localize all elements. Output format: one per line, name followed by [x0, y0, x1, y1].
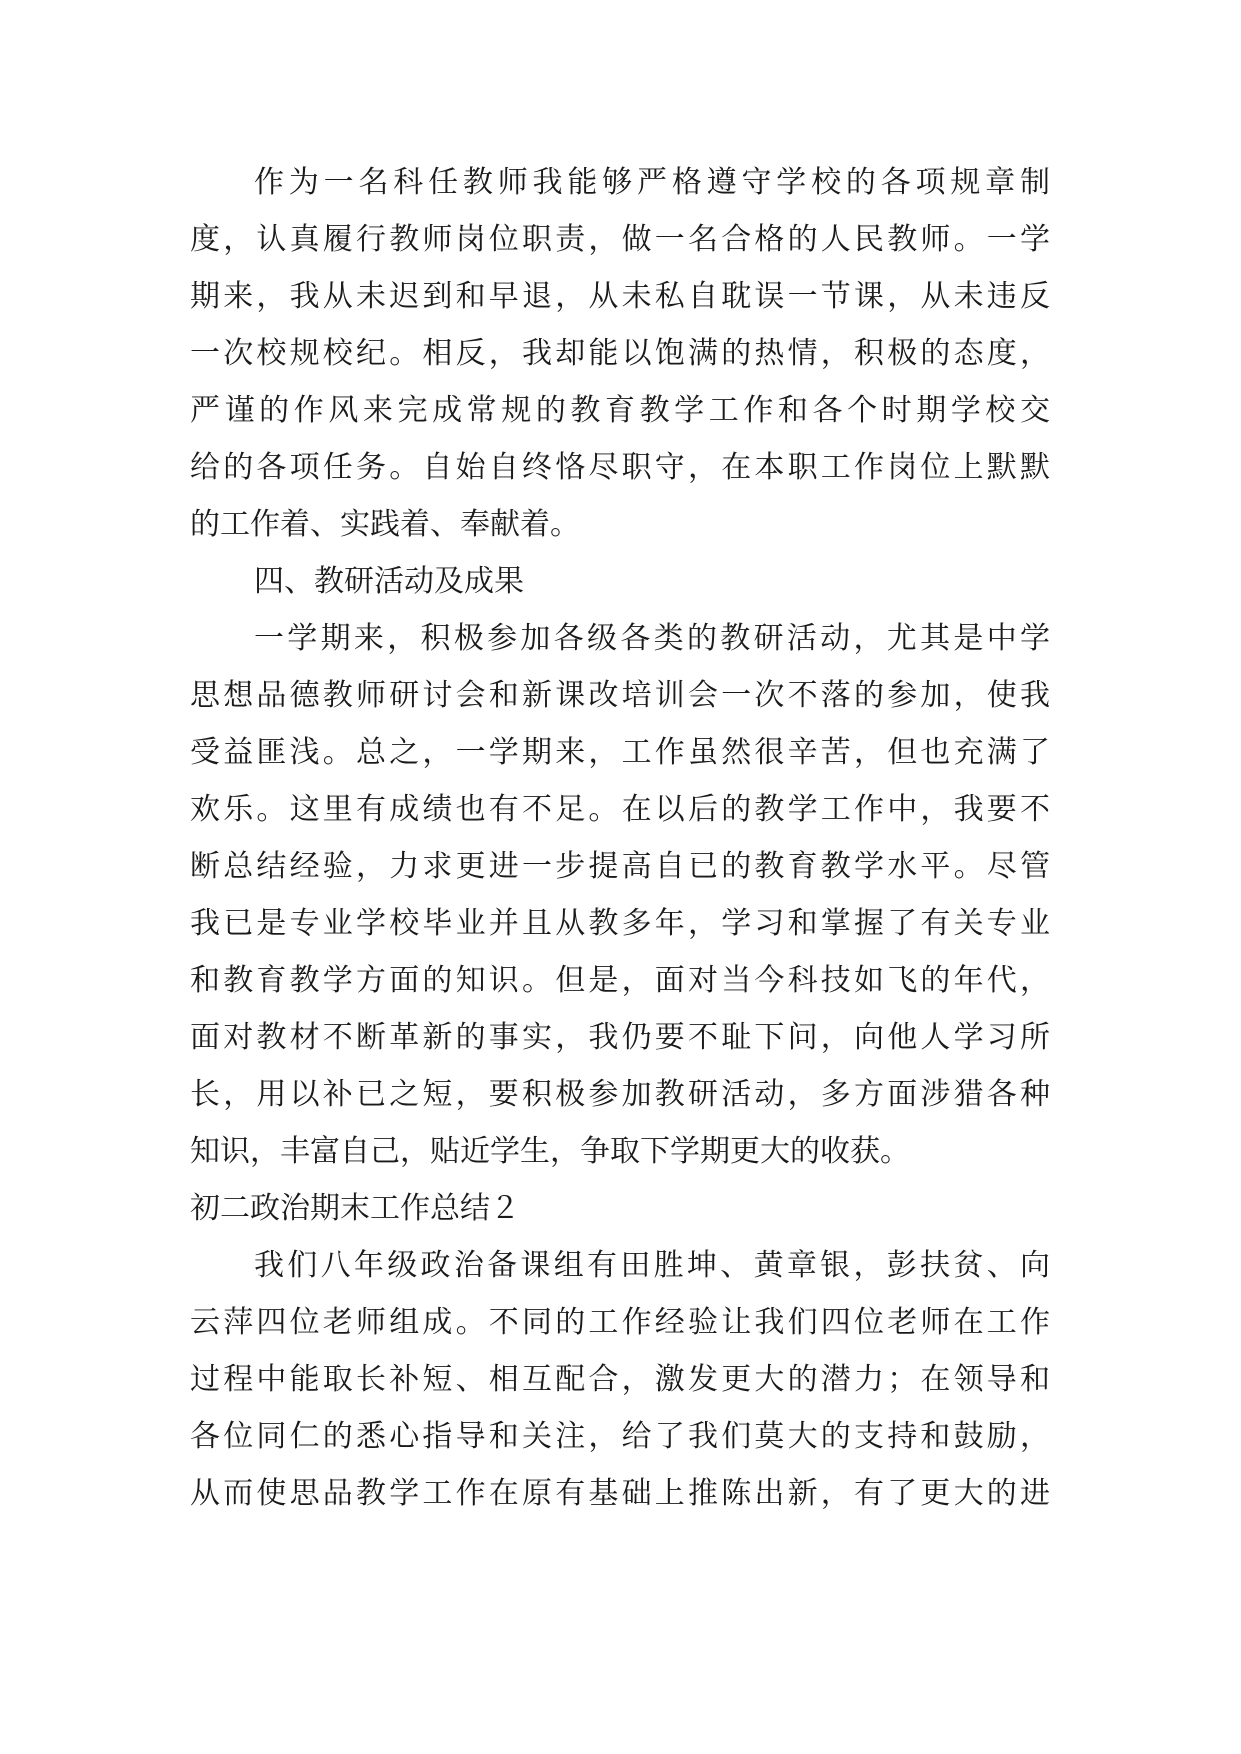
- paragraph-3-line: 云萍四位老师组成。不同的工作经验让我们四位老师在工作: [190, 1305, 1050, 1340]
- paragraph-2-line: 长，用以补已之短，要积极参加教研活动，多方面涉猎各种: [190, 1077, 1050, 1112]
- paragraph-2-line: 知识，丰富自己，贴近学生，争取下学期更大的收获。: [190, 1134, 910, 1169]
- paragraph-1-line: 的工作着、实践着、奉献着。: [190, 507, 580, 542]
- section-heading: 四、教研活动及成果: [254, 564, 524, 599]
- paragraph-2-line: 我已是专业学校毕业并且从教多年，学习和掌握了有关专业: [190, 906, 1050, 941]
- paragraph-1-line: 给的各项任务。自始自终恪尽职守，在本职工作岗位上默默: [190, 450, 1050, 485]
- paragraph-1-line: 严谨的作风来完成常规的教育教学工作和各个时期学校交: [190, 393, 1050, 428]
- paragraph-2-line: 欢乐。这里有成绩也有不足。在以后的教学工作中，我要不: [190, 792, 1050, 827]
- document-body: [190, 154, 1050, 1522]
- paragraph-2-line: 受益匪浅。总之，一学期来，工作虽然很辛苦，但也充满了: [190, 735, 1050, 770]
- paragraph-3-line: 我们八年级政治备课组有田胜坤、黄章银，彭扶贫、向: [254, 1248, 1050, 1283]
- paragraph-3-line: 各位同仁的悉心指导和关注，给了我们莫大的支持和鼓励，: [190, 1419, 1050, 1454]
- paragraph-1-line: 一次校规校纪。相反，我却能以饱满的热情，积极的态度，: [190, 336, 1050, 371]
- paragraph-1-line: 作为一名科任教师我能够严格遵守学校的各项规章制: [254, 165, 1050, 200]
- paragraph-2-line: 一学期来，积极参加各级各类的教研活动，尤其是中学: [254, 621, 1050, 656]
- paragraph-2-line: 和教育教学方面的知识。但是，面对当今科技如飞的年代，: [190, 963, 1050, 998]
- paragraph-3-line: 从而使思品教学工作在原有基础上推陈出新，有了更大的进: [190, 1476, 1050, 1511]
- paragraph-2-line: 断总结经验，力求更进一步提高自已的教育教学水平。尽管: [190, 849, 1050, 884]
- paragraph-3-line: 过程中能取长补短、相互配合，激发更大的潜力；在领导和: [190, 1362, 1050, 1397]
- document-title: 初二政治期末工作总结２: [190, 1191, 520, 1226]
- paragraph-1-line: 度，认真履行教师岗位职责，做一名合格的人民教师。一学: [190, 222, 1050, 257]
- paragraph-1-line: 期来，我从未迟到和早退，从未私自耽误一节课，从未违反: [190, 279, 1050, 314]
- paragraph-2-line: 面对教材不断革新的事实，我仍要不耻下问，向他人学习所: [190, 1020, 1050, 1055]
- paragraph-2-line: 思想品德教师研讨会和新课改培训会一次不落的参加，使我: [190, 678, 1050, 713]
